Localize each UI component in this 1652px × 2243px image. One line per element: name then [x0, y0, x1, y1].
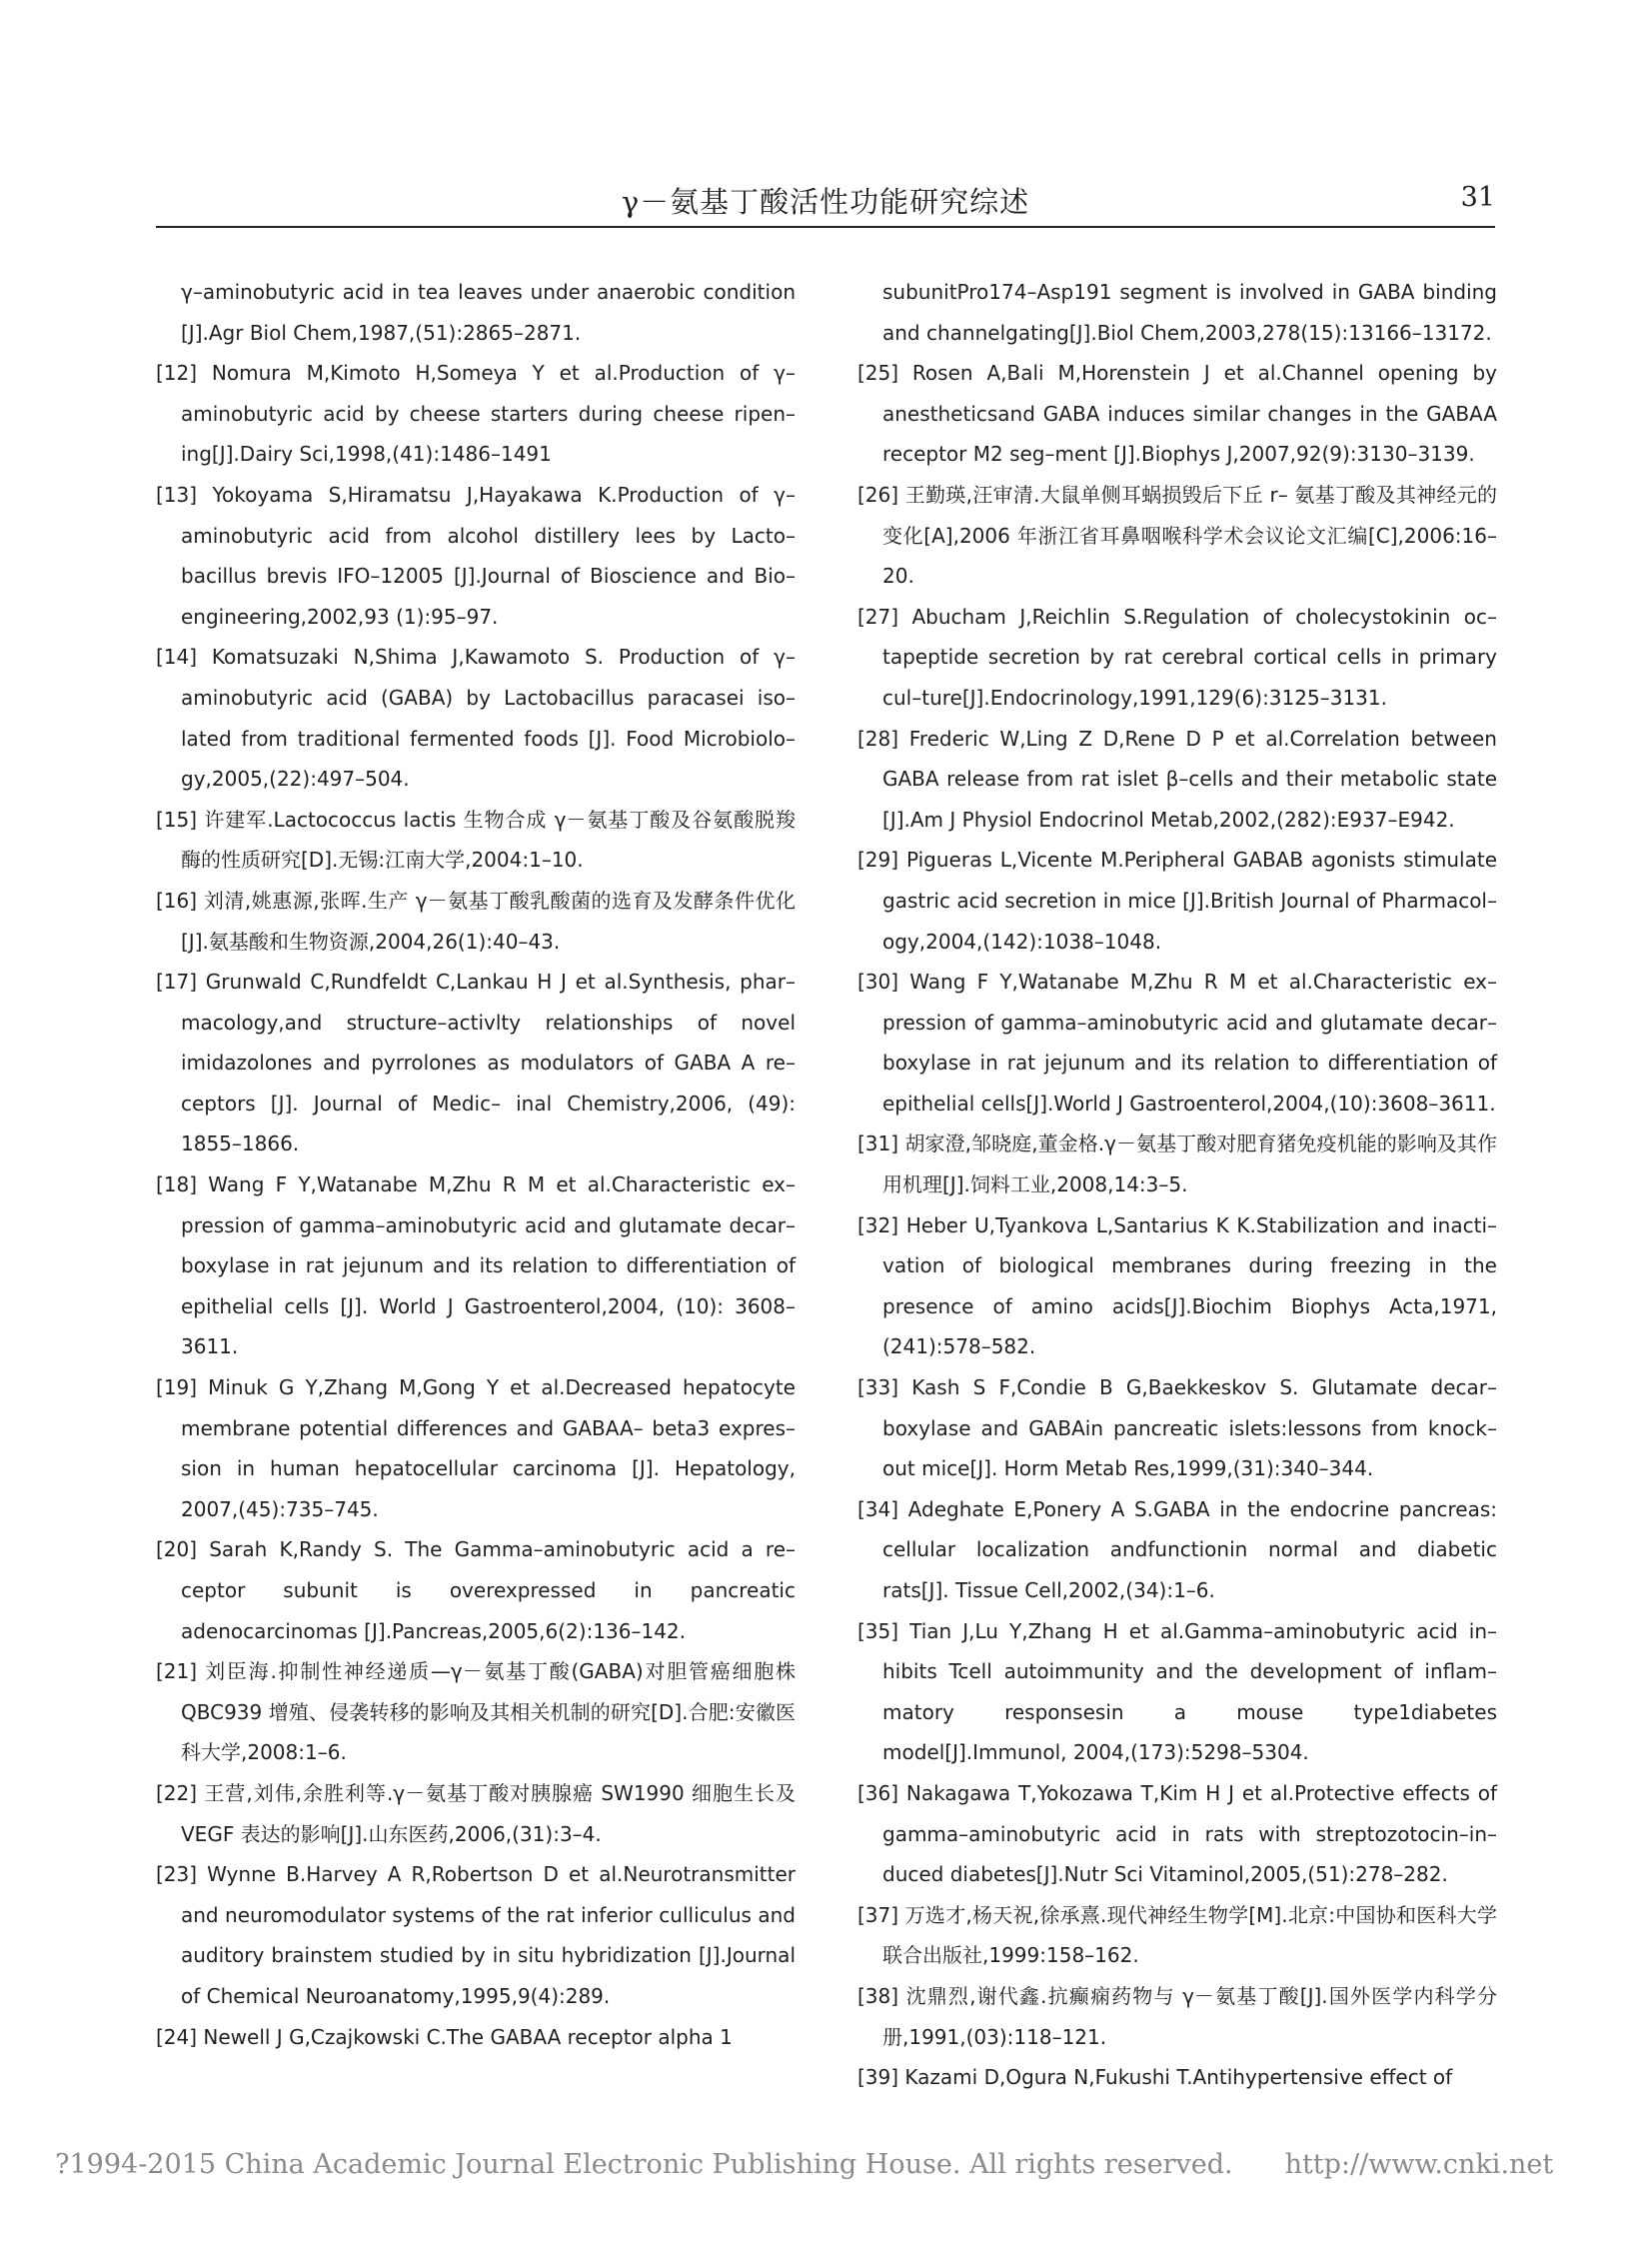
reference-item: [15] 许建军.Lactococcus lactis 生物合成 γ－氨基丁酸及谷氨酸脱羧酶的性质研究[D].无锡:江南大学,2004:1–10.	[156, 807, 796, 873]
running-title: γ－氨基丁酸活性功能研究综述	[621, 185, 1030, 219]
reference-item: [22] 王营,刘伟,余胜利等.γ－氨基丁酸对胰腺癌 SW1990 细胞生长及 VEGF 表达的影响[J].山东医药,2006,(31):3–4.	[156, 1780, 796, 1846]
reference-item: [17] Grunwald C,Rundfeldt C,Lankau H J et al.Synthesis, phar–macology,and structure–activlty relationships of novel imidazolones and pyrrolones as modulators of GABA A re–ceptors [J]. Journal of Medic– inal Chemistry,2006, (49): 1855–1866.	[156, 970, 796, 1156]
reference-item: [31] 胡家澄,邹晓庭,董金格.γ－氨基丁酸对肥育猪免疫机能的影响及其作用机理[J].饲料工业,2008,14:3–5.	[857, 1131, 1497, 1197]
reference-item: [14] Komatsuzaki N,Shima J,Kawamoto S. Production of γ–aminobutyric acid (GABA) by Lactobacillus paracasei iso–lated from traditional fermented foods [J]. Food Microbiolo–gy,2005,(22):497–504.	[156, 645, 796, 792]
reference-item: [23] Wynne B.Harvey A R,Robertson D et al.Neurotransmitter and neuromodulator systems of the rat inferior culliculus and auditory brainstem studied by in situ hybridization [J].Journal of Chemical Neuroanatomy,1995,9(4):289.	[156, 1862, 796, 2008]
reference-item: [19] Minuk G Y,Zhang M,Gong Y et al.Decreased hepatocyte membrane potential differences and GABAA– beta3 expres–sion in human hepatocellular carcinoma [J]. Hepatology, 2007,(45):735–745.	[156, 1375, 796, 1521]
reference-item: [25] Rosen A,Bali M,Horenstein J et al.Channel opening by anestheticsand GABA induces similar changes in the GABAA receptor M2 seg–ment [J].Biophys J,2007,92(9):3130–3139.	[857, 361, 1497, 467]
reference-item: [13] Yokoyama S,Hiramatsu J,Hayakawa K.Production of γ–aminobutyric acid from alcohol distillery lees by Lacto–bacillus brevis IFO–12005 [J].Journal of Bioscience and Bio–engineering,2002,93 (1):95–97.	[156, 482, 796, 629]
reference-column-left	[156, 272, 796, 2057]
reference-item: [26] 王勤瑛,汪审清.大鼠单侧耳蜗损毁后下丘 r– 氨基丁酸及其神经元的变化[A],2006 年浙江省耳鼻咽喉科学术会议论文汇编[C],2006:16–20.	[857, 482, 1497, 589]
reference-item: [24] Newell J G,Czajkowski C.The GABAA receptor alpha 1	[156, 2024, 733, 2049]
reference-item: [18] Wang F Y,Watanabe M,Zhu R M et al.Characteristic ex–pression of gamma–aminobutyric acid and glutamate decar–boxylase in rat jejunum and its relation to differentiation of epithelial cells [J]. World J Gastroenterol,2004, (10): 3608–3611.	[156, 1172, 796, 1359]
reference-column-right	[857, 272, 1497, 2098]
reference-item: [32] Heber U,Tyankova L,Santarius K K.Stabilization and inacti–vation of biological membranes during freezing in the presence of amino acids[J].Biochim Biophys Acta,1971,(241):578–582.	[857, 1212, 1497, 1359]
page-number: 31	[1460, 182, 1495, 213]
reference-item: [20] Sarah K,Randy S. The Gamma–aminobutyric acid a re–ceptor subunit is overexpressed in pancreatic adenocarcinomas [J].Pancreas,2005,6(2):136–142.	[156, 1537, 796, 1643]
reference-item: [12] Nomura M,Kimoto H,Someya Y et al.Production of γ–aminobutyric acid by cheese starters during cheese ripen–ing[J].Dairy Sci,1998,(41):1486–1491	[156, 361, 796, 467]
reference-item: [39] Kazami D,Ogura N,Fukushi T.Antihypertensive effect of	[857, 2065, 1453, 2090]
reference-item: [27] Abucham J,Reichlin S.Regulation of cholecystokinin oc–tapeptide secretion by rat cerebral cortical cells in primary cul–ture[J].Endocrinology,1991,129(6):3125–3131.	[857, 604, 1497, 710]
copyright-text: ?1994-2015 China Academic Journal Electronic Publishing House. All rights reserved.	[55, 2149, 1233, 2180]
reference-item: [30] Wang F Y,Watanabe M,Zhu R M et al.Characteristic ex–pression of gamma–aminobutyric acid and glutamate decar–boxylase in rat jejunum and its relation to differentiation of epithelial cells[J].World J Gastroenterol,2004,(10):3608–3611.	[857, 970, 1497, 1116]
reference-item: [16] 刘清,姚惠源,张晖.生产 γ－氨基丁酸乳酸菌的选育及发酵条件优化[J].氨基酸和生物资源,2004,26(1):40–43.	[156, 888, 796, 954]
reference-item: [21] 刘臣海.抑制性神经递质—γ－氨基丁酸(GABA)对胆管癌细胞株 QBC939 增殖、侵袭转移的影响及其相关机制的研究[D].合肥:安徽医科大学,2008:1–6.	[156, 1659, 796, 1765]
reference-item: [36] Nakagawa T,Yokozawa T,Kim H J et al.Protective effects of gamma–aminobutyric acid in rats with streptozotocin–in–duced diabetes[J].Nutr Sci Vitaminol,2005,(51):278–282.	[857, 1780, 1497, 1887]
reference-item: [33] Kash S F,Condie B G,Baekkeskov S. Glutamate decar–boxylase and GABAin pancreatic islets:lessons from knock–out mice[J]. Horm Metab Res,1999,(31):340–344.	[857, 1375, 1497, 1481]
copyright-footer	[55, 2149, 1614, 2180]
reference-item: subunitPro174–Asp191 segment is involved in GABA binding and channelgating[J].Biol Chem,2003,278(15):13166–13172.	[882, 280, 1497, 345]
reference-item: [35] Tian J,Lu Y,Zhang H et al.Gamma–aminobutyric acid in–hibits Tcell autoimmunity and the development of inflam–matory responsesin a mouse type1diabetes model[J].Immunol, 2004,(173):5298–5304.	[857, 1618, 1497, 1765]
reference-item: [37] 万选才,杨天祝,徐承熹.现代神经生物学[M].北京:中国协和医科大学联合出版社,1999:158–162.	[857, 1902, 1497, 1968]
footer-url-link[interactable]: http://www.cnki.net	[1284, 2149, 1554, 2180]
reference-item: [28] Frederic W,Ling Z D,Rene D P et al.Correlation between GABA release from rat islet β–cells and their metabolic state [J].Am J Physiol Endocrinol Metab,2002,(282):E937–E942.	[857, 726, 1497, 832]
reference-item: [29] Pigueras L,Vicente M.Peripheral GABAB agonists stimulate gastric acid secretion in mice [J].British Journal of Pharmacol–ogy,2004,(142):1038–1048.	[857, 848, 1497, 954]
running-header	[156, 174, 1495, 228]
reference-item: γ–aminobutyric acid in tea leaves under anaerobic condition [J].Agr Biol Chem,1987,(51):2865–2871.	[181, 280, 796, 345]
reference-item: [34] Adeghate E,Ponery A S.GABA in the endocrine pancreas: cellular localization andfunctionin normal and diabetic rats[J]. Tissue Cell,2002,(34):1–6.	[857, 1496, 1497, 1602]
reference-item: [38] 沈鼎烈,谢代鑫.抗癫痫药物与 γ－氨基丁酸[J].国外医学内科学分册,1991,(03):118–121.	[857, 1983, 1497, 2049]
